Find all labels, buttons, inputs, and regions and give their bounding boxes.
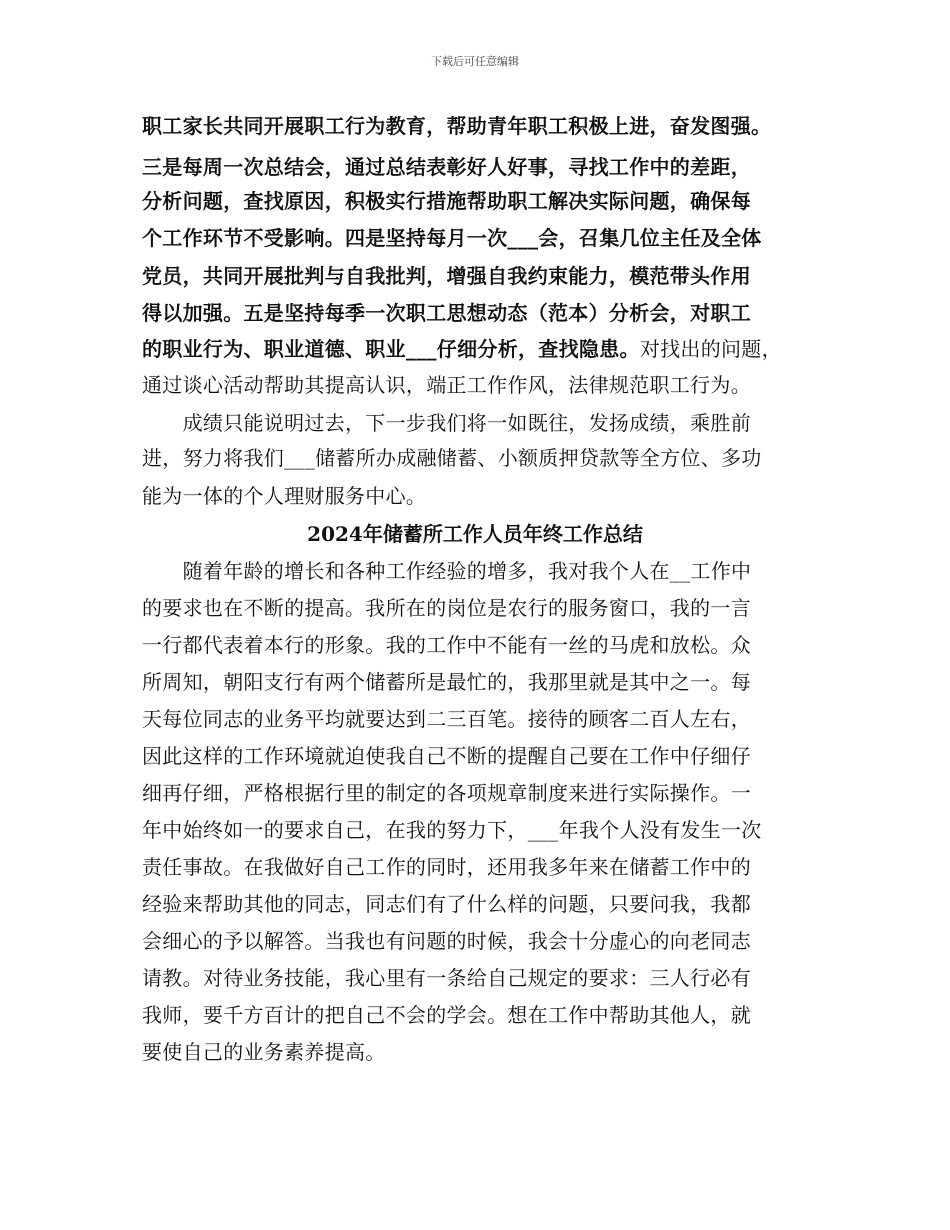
paragraph-line: 随着年龄的增长和各种工作经验的增多，我对我个人在__工作中 [142, 559, 752, 583]
paragraph-line [142, 261, 842, 291]
paragraph-line: 因此这样的工作环境就迫使我自己不断的提醒自己要在工作中仔细仔 [142, 744, 751, 768]
bold-text: 个工作环节不受影响。四是坚持每月一次___会，召集几位主任及全体 [142, 226, 762, 250]
paragraph-line: 的要求也在不断的提高。我所在的岗位是农行的服务窗口，我的一言 [142, 596, 751, 620]
paragraph-line [142, 223, 842, 253]
paragraph-line: 我师，要千方百计的把自己不会的学会。想在工作中帮助其他人，就 [142, 1003, 751, 1027]
paragraph-line: 所周知，朝阳支行有两个储蓄所是最忙的，我那里就是其中之一。每 [142, 670, 751, 694]
bold-text: 得以加强。五是坚持每季一次职工思想动态（范本）分析会，对职工 [142, 301, 751, 325]
paragraph-line: 能为一体的个人理财服务中心。 [142, 484, 427, 508]
page-header: 下载后可任意编辑 [431, 55, 519, 68]
paragraph-line: 一行都代表着本行的形象。我的工作中不能有一丝的马虎和放松。众 [142, 633, 751, 657]
paragraph-line [142, 152, 842, 182]
paragraph-line: 细再仔细，严格根据行里的制定的各项规章制度来进行实际操作。一 [142, 781, 751, 805]
normal-text: 通过谈心活动帮助其提高认识，端正工作作风，法律规范职工行为。 [142, 373, 751, 397]
paragraph-line: 责任事故。在我做好自己工作的同时，还用我多年来在储蓄工作中的 [142, 855, 751, 879]
article-title: 2024年储蓄所工作人员年终工作总结 [307, 522, 643, 546]
paragraph-line: 会细心的予以解答。当我也有问题的时候，我会十分虚心的向老同志 [142, 929, 751, 953]
paragraph-line [142, 334, 842, 364]
paragraph-line [142, 298, 842, 328]
bold-text: 分析问题，查找原因，积极实行措施帮助职工解决实际问题，确保每 [142, 189, 751, 213]
paragraph-line [142, 186, 842, 216]
bold-text: 职工家长共同开展职工行为教育，帮助青年职工积极上进，奋发图强。 [142, 114, 772, 138]
paragraph-line [142, 111, 842, 141]
paragraph-line: 经验来帮助其他的同志，同志们有了什么样的问题，只要问我，我都 [142, 892, 751, 916]
paragraph-line: 年中始终如一的要求自己，在我的努力下，___年我个人没有发生一次 [142, 818, 762, 842]
normal-text: 对找出的问题， [639, 337, 782, 361]
paragraph-line: 天每位同志的业务平均就要达到二三百笔。接待的顾客二百人左右， [142, 707, 751, 731]
paragraph-line: 进，努力将我们___储蓄所办成融储蓄、小额质押贷款等全方位、多功 [142, 446, 762, 470]
paragraph-line: 要使自己的业务素养提高。 [142, 1040, 386, 1064]
bold-text: 的职业行为、职业道德、职业___仔细分析，查找隐患。 [142, 337, 640, 361]
bold-text: 党员，共同开展批判与自我批判，增强自我约束能力，模范带头作用 [142, 264, 751, 288]
paragraph-line: 成绩只能说明过去，下一步我们将一如既往，发扬成绩，乘胜前 [142, 411, 751, 435]
paragraph-line: 请教。对待业务技能，我心里有一条给自己规定的要求：三人行必有 [142, 966, 751, 990]
paragraph-line [142, 370, 842, 400]
bold-text: 三是每周一次总结会，通过总结表彰好人好事，寻找工作中的差距， [142, 155, 751, 179]
